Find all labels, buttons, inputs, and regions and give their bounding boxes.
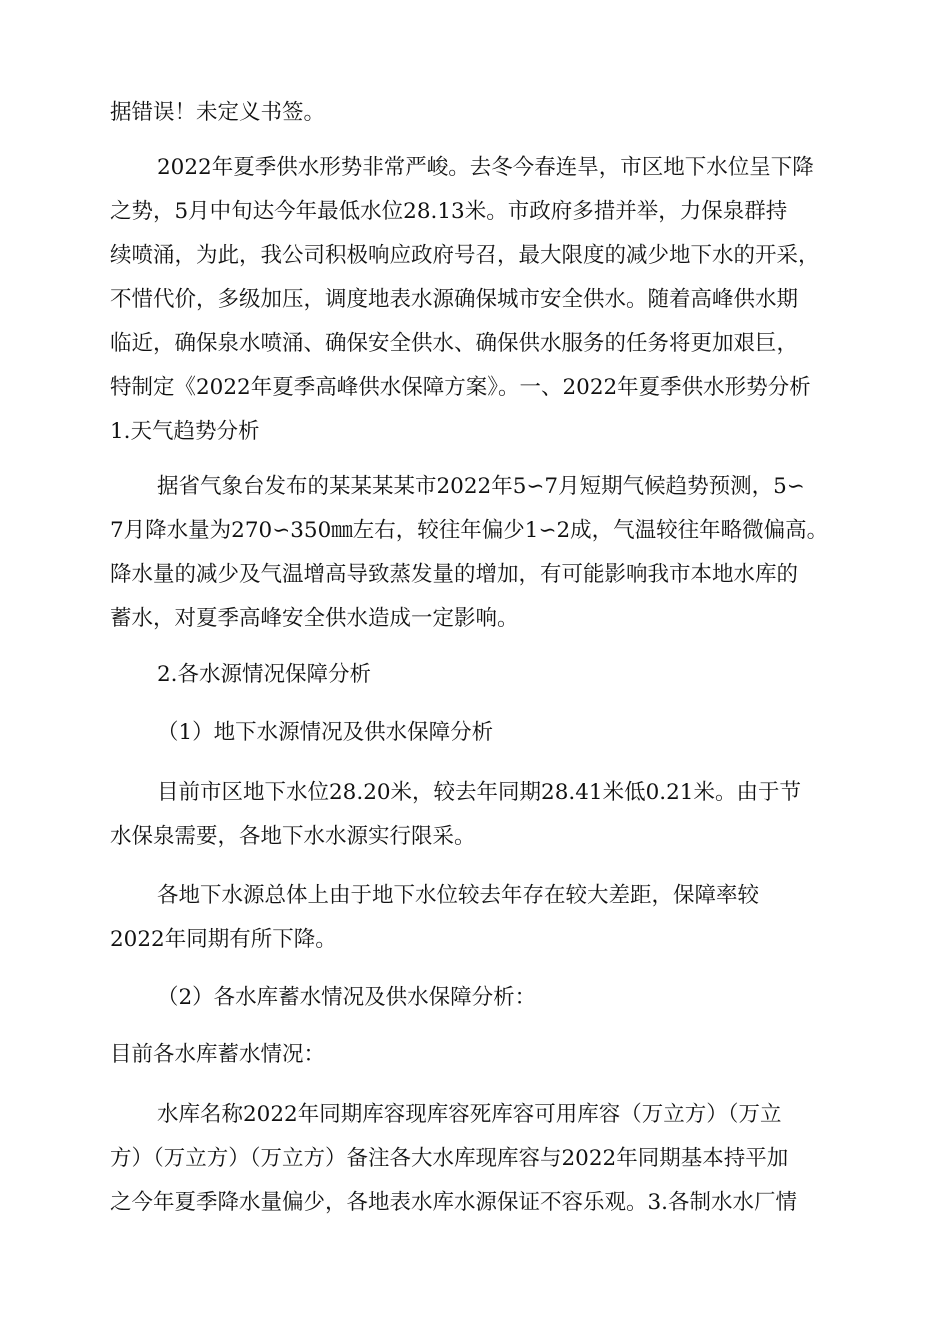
text-line: 目前各水库蓄水情况： bbox=[110, 1042, 326, 1067]
text-line: 2022年同期有所下降。 bbox=[110, 927, 337, 952]
text-line: 各地下水源总体上由于地下水位较去年存在较大差距，保障率较 bbox=[157, 883, 760, 908]
subsection-heading: （2）各水库蓄水情况及供水保障分析： bbox=[157, 985, 537, 1010]
text-line: 方）（万立方）（万立方）备注各大水库现库容与2022年同期基本持平加 bbox=[110, 1146, 789, 1171]
text-line: 之势，5月中旬达今年最低水位28.13米。市政府多措并举，力保泉群持 bbox=[110, 199, 788, 224]
text-line: 7月降水量为270∽350㎜左右，较往年偏少1∽2成，气温较往年略微偏高。 bbox=[110, 518, 829, 543]
text-line: 2022年夏季供水形势非常严峻。去冬今春连旱，市区地下水位呈下降 bbox=[157, 155, 814, 180]
section-heading: 2.各水源情况保障分析 bbox=[157, 662, 372, 687]
text-line: 水保泉需要，各地下水水源实行限采。 bbox=[110, 824, 476, 849]
text-line: 据省气象台发布的某某某某市2022年5∽7月短期气候趋势预测，5∽ bbox=[157, 474, 805, 499]
text-line: 据错误！未定义书签。 bbox=[110, 100, 326, 125]
text-line: 降水量的减少及气温增高导致蒸发量的增加，有可能影响我市本地水库的 bbox=[110, 562, 799, 587]
section-heading: 1.天气趋势分析 bbox=[110, 419, 260, 444]
text-line: 临近，确保泉水喷涌、确保安全供水、确保供水服务的任务将更加艰巨， bbox=[110, 331, 799, 356]
text-line: 续喷涌，为此，我公司积极响应政府号召，最大限度的减少地下水的开采， bbox=[110, 243, 820, 268]
text-line: 目前市区地下水位28.20米，较去年同期28.41米低0.21米。由于节 bbox=[157, 780, 801, 805]
text-line: 水库名称2022年同期库容现库容死库容可用库容（万立方）（万立 bbox=[157, 1102, 782, 1127]
subsection-heading: （1）地下水源情况及供水保障分析 bbox=[157, 720, 494, 745]
text-line: 不惜代价，多级加压，调度地表水源确保城市安全供水。随着高峰供水期 bbox=[110, 287, 799, 312]
text-line: 蓄水，对夏季高峰安全供水造成一定影响。 bbox=[110, 606, 519, 631]
text-line: 特制定《2022年夏季高峰供水保障方案》。一、2022年夏季供水形势分析 bbox=[110, 375, 811, 400]
text-line: 之今年夏季降水量偏少，各地表水库水源保证不容乐观。3.各制水水厂情 bbox=[110, 1190, 798, 1215]
